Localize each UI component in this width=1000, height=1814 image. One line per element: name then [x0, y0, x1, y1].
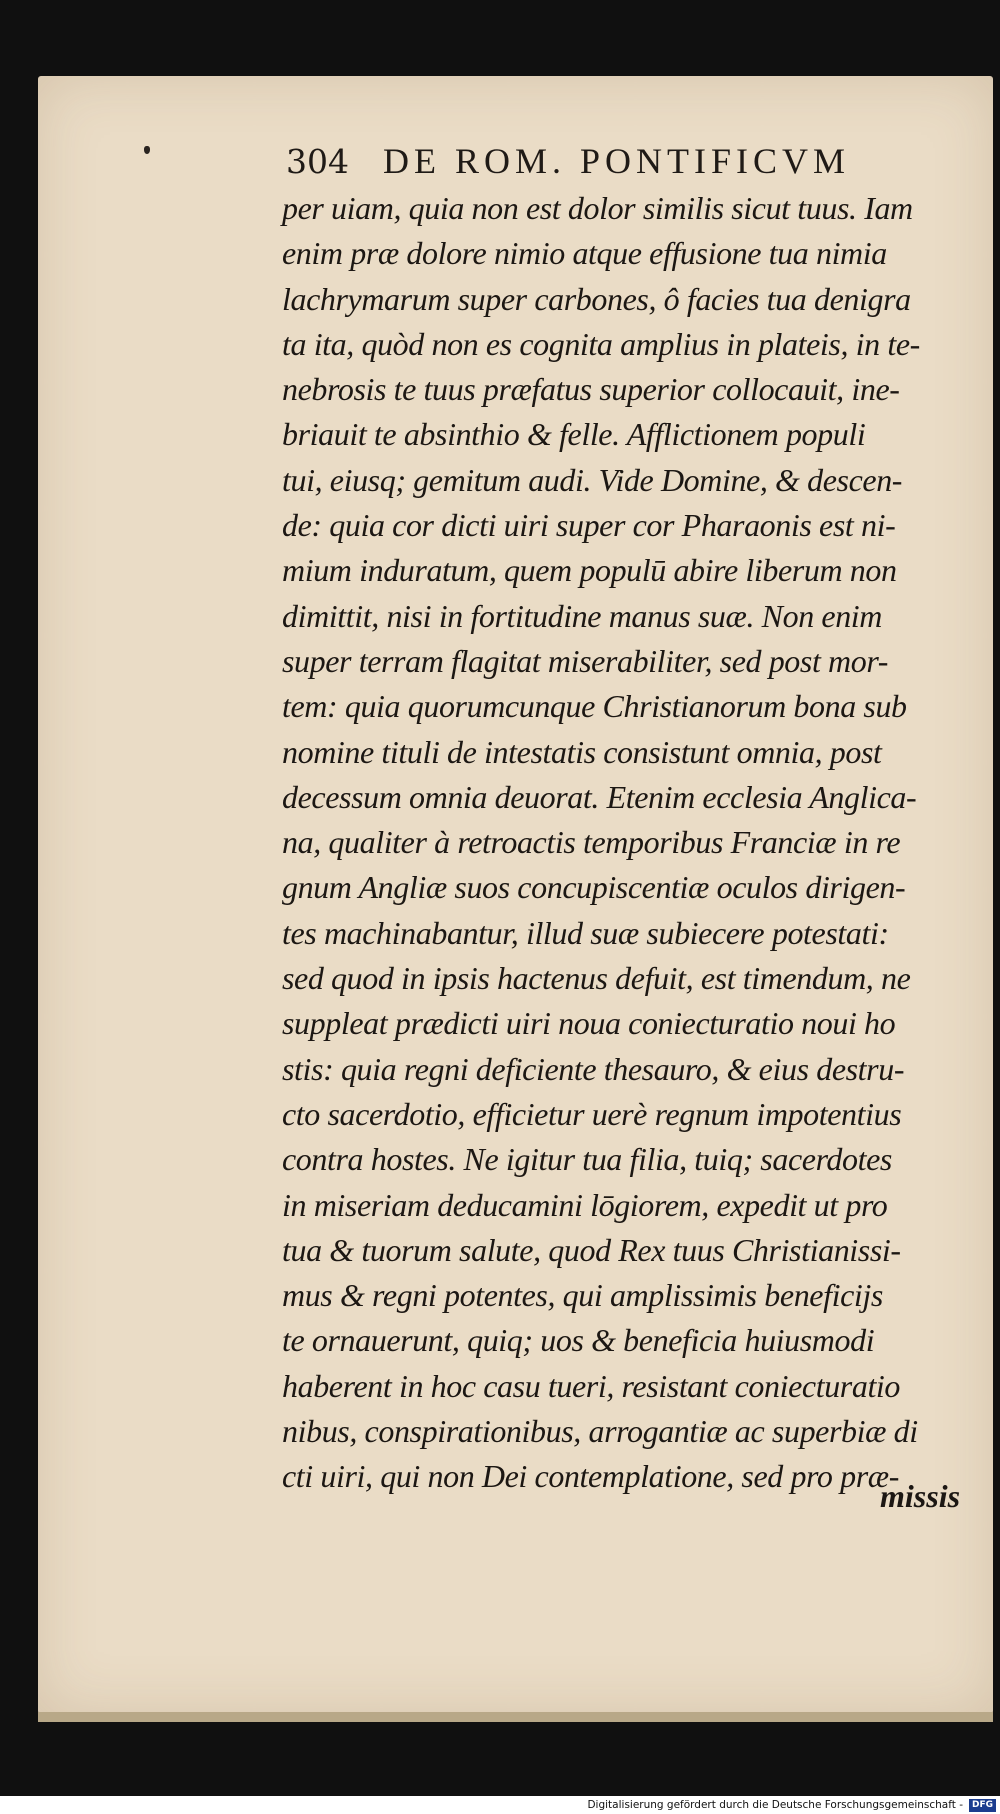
text-line: stis: quia regni deficiente thesauro, & eius destru-: [282, 1050, 905, 1087]
text-line: dimittit, nisi in fortitudine manus suæ. Non enim: [282, 597, 882, 634]
text-line: sed quod in ipsis hactenus defuit, est timendum, ne: [282, 960, 911, 997]
text-line: tua & tuorum salute, quod Rex tuus Christianissi-: [282, 1231, 901, 1268]
text-line: te ornauerunt, quiq; uos & beneficia huiusmodi: [282, 1322, 875, 1359]
text-line: mium induratum, quem populū abire liberum non: [282, 552, 897, 589]
footer-credit: Digitalisierung gefördert durch die Deutsche Forschungsgemeinschaft -: [587, 1799, 963, 1811]
text-line: cti uiri, qui non Dei contemplatione, sed pro præ-: [282, 1458, 899, 1495]
text-line: cto sacerdotio, efficietur uerè regnum impotentius: [282, 1095, 902, 1132]
dfg-logo: DFG: [969, 1799, 996, 1812]
text-line: lachrymarum super carbones, ô facies tua denigra: [282, 280, 911, 317]
text-line: ta ita, quòd non es cognita amplius in plateis, in te-: [282, 325, 920, 362]
text-line: contra hostes. Ne igitur tua filia, tuiq; sacerdotes: [282, 1141, 892, 1178]
text-line: super terram flagitat miserabiliter, sed post mor-: [282, 642, 889, 679]
text-line: nebrosis te tuus præfatus superior collocauit, ine-: [282, 371, 900, 408]
text-line: de: quia cor dicti uiri super cor Pharaonis est ni-: [282, 507, 896, 544]
ink-mark: [144, 146, 150, 154]
text-line: tem: quia quorumcunque Christianorum bona sub: [282, 688, 907, 725]
text-line: enim præ dolore nimio atque effusione tua nimia: [282, 235, 887, 272]
text-line: tui, eiusq; gemitum audi. Vide Domine, & descen-: [282, 461, 903, 498]
text-line: haberent in hoc casu tueri, resistant coniecturatio: [282, 1367, 901, 1404]
text-line: gnum Angliæ suos concupiscentiæ oculos dirigen-: [282, 869, 906, 906]
text-line: tes machinabantur, illud suæ subiecere potestati:: [282, 914, 889, 951]
page-bottom-edge: [38, 1712, 993, 1722]
text-line: suppleat prædicti uiri noua coniecturatio noui ho: [282, 1005, 896, 1042]
text-line: na, qualiter à retroactis temporibus Franciæ in re: [282, 824, 901, 861]
text-line: nomine tituli de intestatis consistunt omnia, post: [282, 733, 882, 770]
text-line: nibus, conspirationibus, arrogantiæ ac superbiæ di: [282, 1413, 918, 1450]
catchword: missis: [880, 1478, 961, 1514]
page-number: 304: [286, 142, 349, 181]
text-line: in miseriam deducamini lōgiorem, expedit ut pro: [282, 1186, 888, 1223]
text-line: per uiam, quia non est dolor similis sicut tuus. Iam: [282, 190, 913, 226]
text-line: mus & regni potentes, qui amplissimis beneficijs: [282, 1277, 883, 1314]
text-line: decessum omnia deuorat. Etenim ecclesia Anglica-: [282, 778, 917, 815]
body-text: [282, 186, 962, 1500]
text-line: briauit te absinthio & felle. Afflictionem populi: [282, 416, 866, 453]
running-head-title: DE ROM. PONTIFICVM: [383, 141, 851, 181]
digitization-footer: [0, 1796, 1000, 1814]
running-head: [286, 140, 926, 184]
